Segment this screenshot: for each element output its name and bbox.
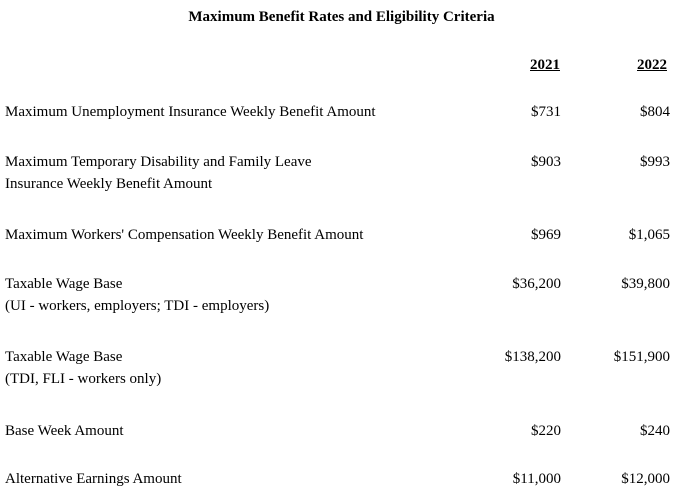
row-label-line: (UI - workers, employers; TDI - employers) bbox=[5, 298, 270, 314]
value-2022: $39,800 bbox=[621, 276, 670, 292]
row-label-line: Taxable Wage Base bbox=[5, 276, 123, 292]
value-2022: $240 bbox=[640, 423, 670, 439]
value-2022: $993 bbox=[640, 154, 670, 170]
value-2021: $11,000 bbox=[512, 471, 561, 487]
value-2021: $731 bbox=[531, 104, 561, 120]
column-header-2021: 2021 bbox=[530, 57, 560, 73]
row-label-line: Maximum Unemployment Insurance Weekly Benefit Amount bbox=[5, 104, 376, 120]
row-label-line: (TDI, FLI - workers only) bbox=[5, 371, 162, 387]
row-label-line: Taxable Wage Base bbox=[5, 349, 123, 365]
value-2021: $903 bbox=[531, 154, 561, 170]
row-label-line: Maximum Workers' Compensation Weekly Benefit Amount bbox=[5, 227, 364, 243]
value-2021: $969 bbox=[531, 227, 561, 243]
row-label bbox=[5, 346, 475, 390]
row-label-line: Insurance Weekly Benefit Amount bbox=[5, 176, 213, 192]
page-title: Maximum Benefit Rates and Eligibility Criteria bbox=[188, 9, 495, 25]
value-2022: $1,065 bbox=[628, 227, 670, 243]
row-label-line: Base Week Amount bbox=[5, 423, 124, 439]
row-label bbox=[5, 224, 475, 246]
value-2021: $36,200 bbox=[512, 276, 561, 292]
row-label-line: Alternative Earnings Amount bbox=[5, 471, 182, 487]
value-2021: $220 bbox=[531, 423, 561, 439]
value-2022: $804 bbox=[640, 104, 670, 120]
row-label bbox=[5, 273, 475, 317]
row-label bbox=[5, 101, 475, 123]
row-label bbox=[5, 468, 475, 490]
value-2022: $151,900 bbox=[613, 349, 670, 365]
row-label-line: Maximum Temporary Disability and Family Leave bbox=[5, 154, 312, 170]
column-header-2022: 2022 bbox=[637, 57, 667, 73]
row-label bbox=[5, 420, 475, 442]
value-2021: $138,200 bbox=[504, 349, 561, 365]
value-2022: $12,000 bbox=[621, 471, 670, 487]
row-label bbox=[5, 151, 475, 195]
